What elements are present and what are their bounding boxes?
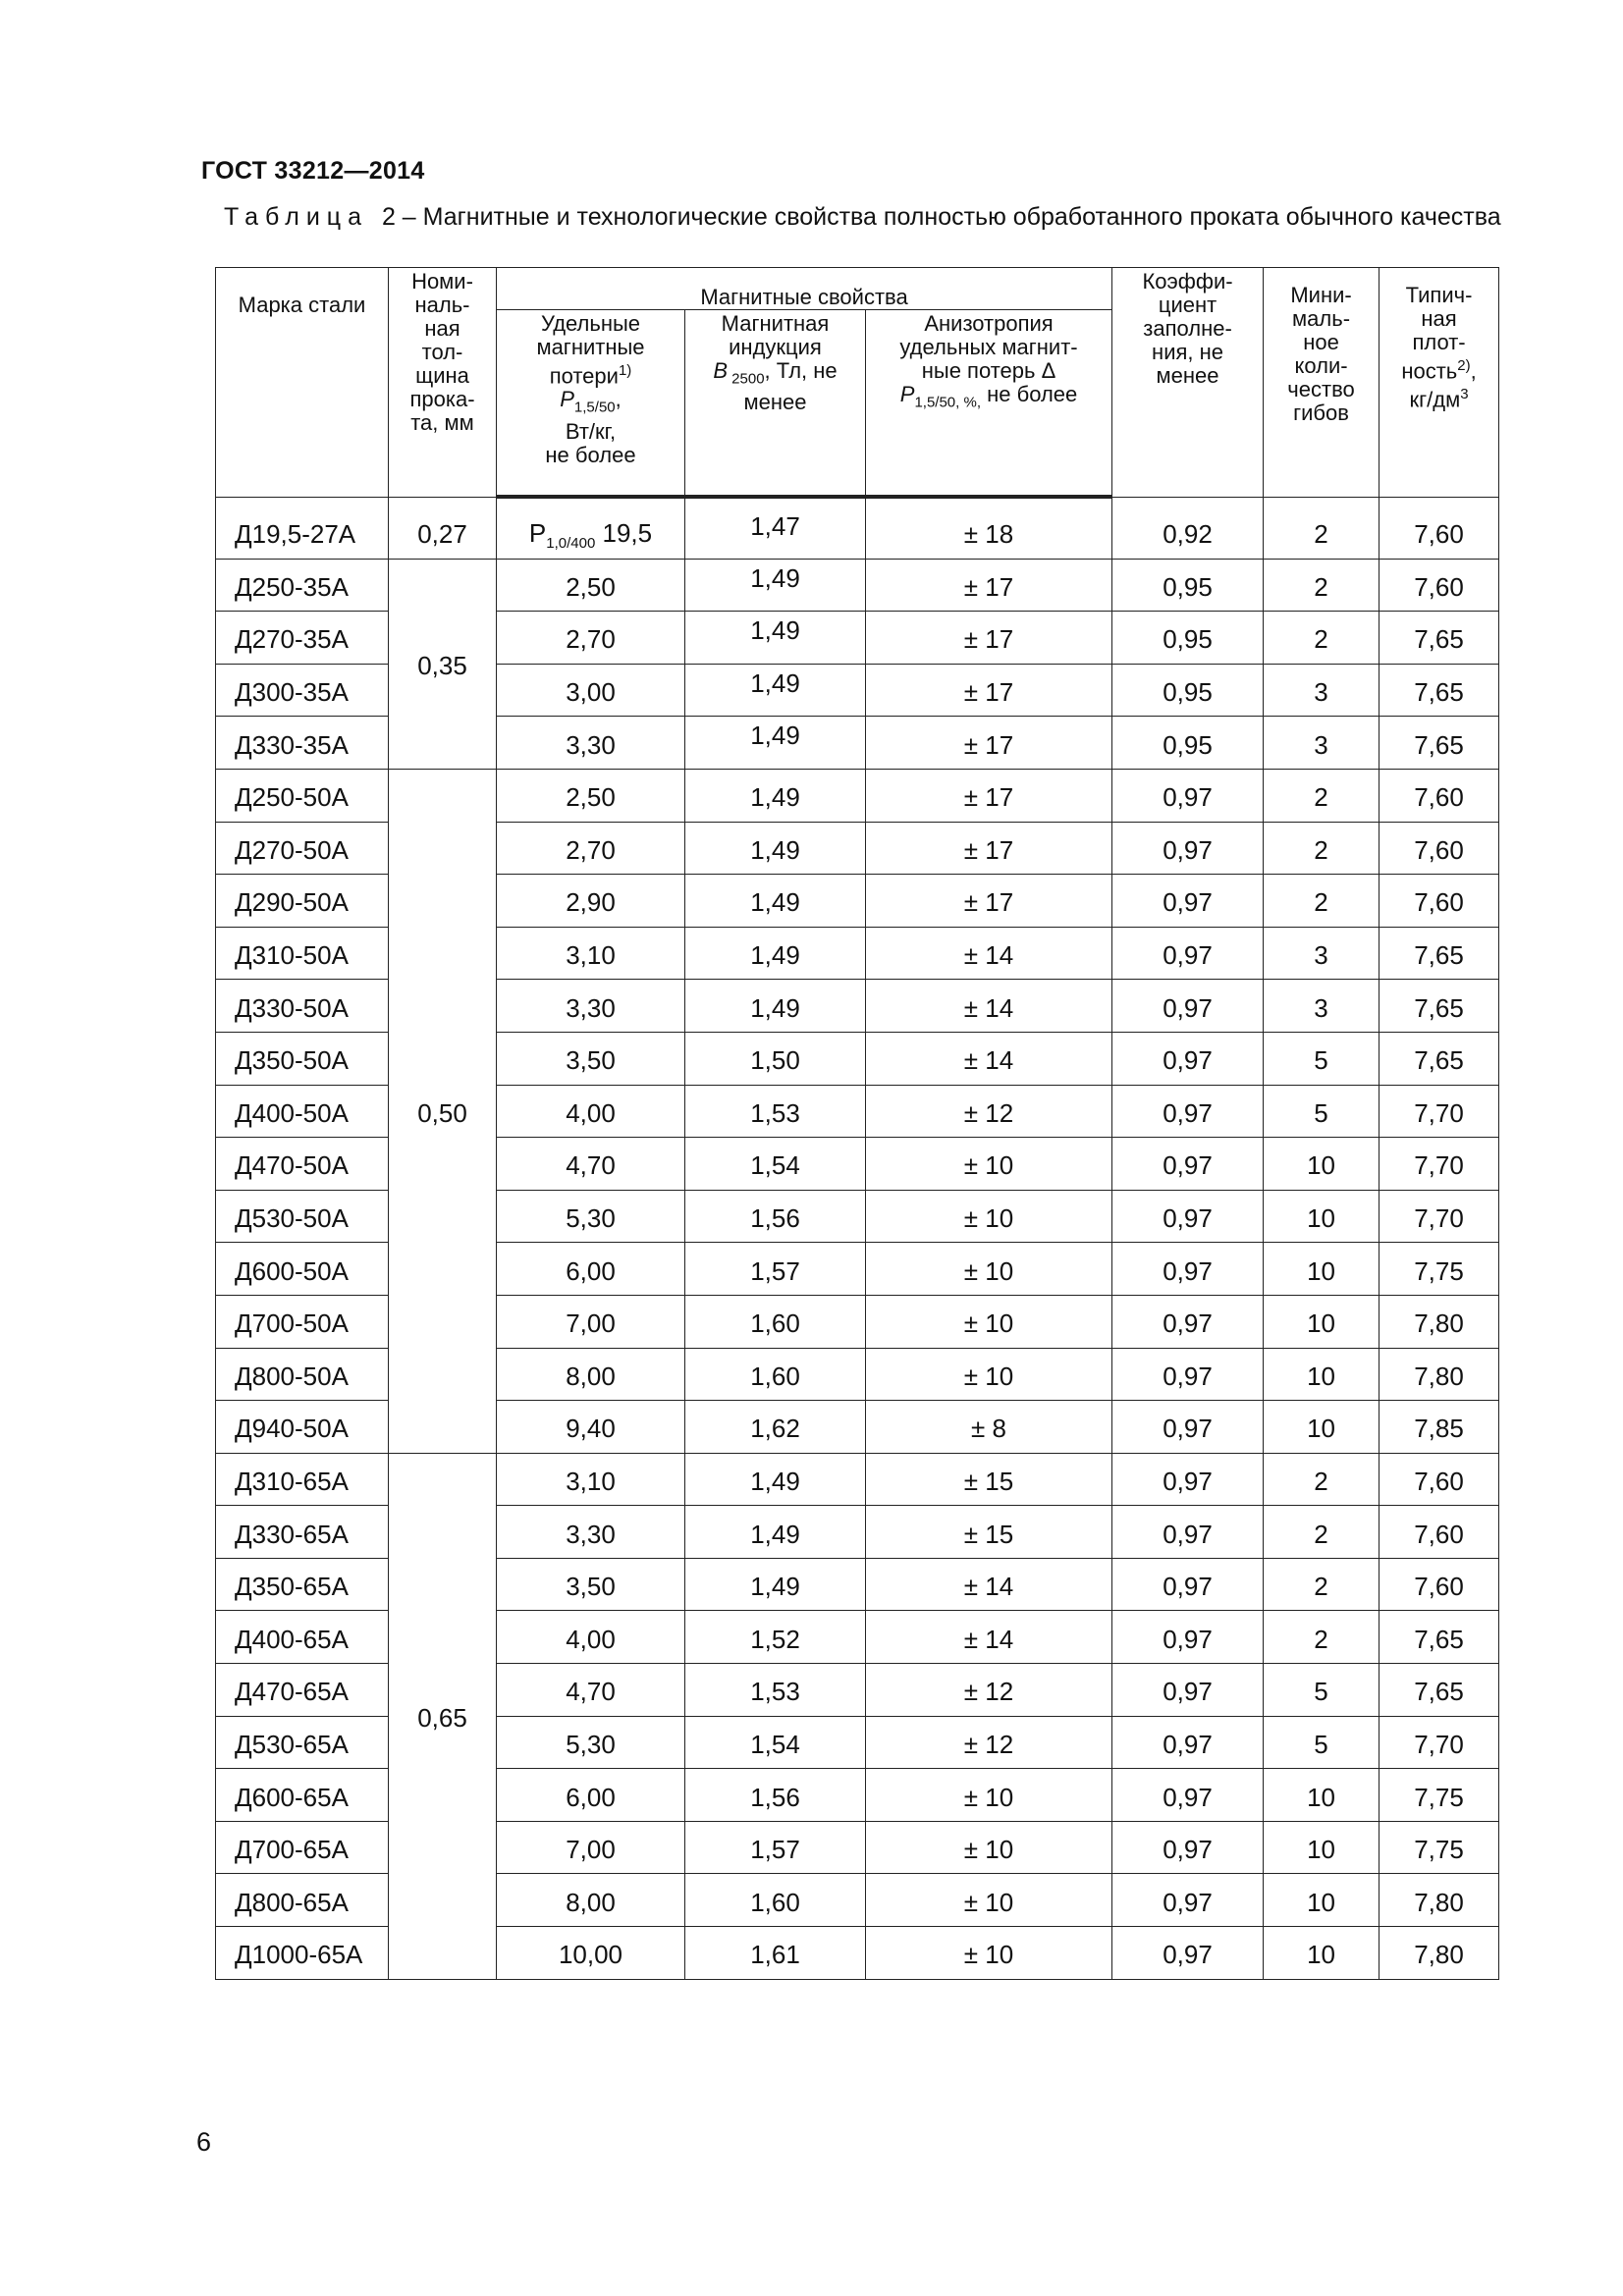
cell-induction: 1,49 [685,1558,866,1611]
cell-grade: Д800-50А [216,1348,389,1401]
cell-density: 7,75 [1380,1769,1499,1822]
cell-density: 7,60 [1380,769,1499,822]
cell-thickness: 0,27 [389,497,497,559]
cell-fill-factor: 0,95 [1112,717,1264,770]
cell-density: 7,60 [1380,1453,1499,1506]
cell-thickness: 0,65 [389,1453,497,1979]
cell-min-bends: 5 [1264,1085,1380,1138]
cell-induction: 1,49 [685,1506,866,1559]
cell-induction: 1,56 [685,1190,866,1243]
cell-grade: Д600-65А [216,1769,389,1822]
cell-anisotropy: ± 15 [866,1506,1112,1559]
cell-losses: 2,50 [497,769,685,822]
cell-grade: Д310-65А [216,1453,389,1506]
cell-anisotropy: ± 14 [866,1558,1112,1611]
cell-anisotropy: ± 8 [866,1401,1112,1454]
cell-induction: 1,49 [685,875,866,928]
cell-losses: 2,90 [497,875,685,928]
cell-anisotropy: ± 17 [866,875,1112,928]
cell-losses: 7,00 [497,1295,685,1348]
cell-density: 7,60 [1380,822,1499,875]
cell-losses: 3,30 [497,717,685,770]
cell-anisotropy: ± 18 [866,497,1112,559]
table-row [216,559,1499,612]
cell-fill-factor: 0,97 [1112,1190,1264,1243]
cell-losses: 5,30 [497,1716,685,1769]
cell-thickness: 0,35 [389,559,497,769]
cell-min-bends: 2 [1264,1558,1380,1611]
properties-table [215,267,1499,1980]
cell-density: 7,65 [1380,1611,1499,1664]
cell-min-bends: 3 [1264,664,1380,717]
header-fill-factor: Коэффи- циент заполне- ния, не менее [1112,268,1264,498]
cell-density: 7,60 [1380,559,1499,612]
cell-losses: 8,00 [497,1348,685,1401]
cell-grade: Д400-50А [216,1085,389,1138]
cell-induction: 1,49 [685,769,866,822]
cell-density: 7,60 [1380,875,1499,928]
cell-min-bends: 10 [1264,1348,1380,1401]
cell-fill-factor: 0,92 [1112,497,1264,559]
cell-anisotropy: ± 17 [866,717,1112,770]
cell-density: 7,70 [1380,1716,1499,1769]
cell-anisotropy: ± 15 [866,1453,1112,1506]
cell-grade: Д470-65А [216,1664,389,1717]
table-row [216,1453,1499,1506]
table-caption [224,202,1510,232]
cell-density: 7,60 [1380,1506,1499,1559]
cell-induction: 1,49 [685,980,866,1033]
cell-fill-factor: 0,97 [1112,875,1264,928]
cell-induction: 1,49 [685,1453,866,1506]
cell-grade: Д270-50А [216,822,389,875]
cell-losses: 4,70 [497,1664,685,1717]
cell-losses: 3,10 [497,927,685,980]
header-anisotropy: Анизотропия удельных магнит- ные потерь Δ $P_{1,5/50, \%,}$ не более [866,310,1112,498]
cell-min-bends: 2 [1264,1611,1380,1664]
cell-anisotropy: ± 10 [866,1190,1112,1243]
cell-density: 7,75 [1380,1821,1499,1874]
cell-losses: 3,30 [497,1506,685,1559]
cell-fill-factor: 0,97 [1112,1085,1264,1138]
cell-min-bends: 2 [1264,769,1380,822]
cell-losses: 4,00 [497,1611,685,1664]
cell-losses: 8,00 [497,1874,685,1927]
cell-losses: $P_{1,0/400}$ 19,5 [497,497,685,559]
cell-density: 7,70 [1380,1138,1499,1191]
cell-induction: 1,47 [685,497,866,559]
cell-losses: 2,50 [497,559,685,612]
cell-induction: 1,50 [685,1032,866,1085]
cell-fill-factor: 0,97 [1112,769,1264,822]
cell-density: 7,65 [1380,612,1499,665]
cell-losses: 10,00 [497,1927,685,1980]
cell-induction: 1,61 [685,1927,866,1980]
cell-min-bends: 10 [1264,1769,1380,1822]
cell-induction: 1,52 [685,1611,866,1664]
cell-anisotropy: ± 10 [866,1295,1112,1348]
cell-grade: Д270-35А [216,612,389,665]
cell-losses: 3,10 [497,1453,685,1506]
cell-min-bends: 3 [1264,927,1380,980]
cell-fill-factor: 0,97 [1112,1453,1264,1506]
cell-losses: 5,30 [497,1190,685,1243]
cell-min-bends: 3 [1264,980,1380,1033]
cell-fill-factor: 0,97 [1112,1243,1264,1296]
cell-density: 7,60 [1380,1558,1499,1611]
cell-fill-factor: 0,97 [1112,1558,1264,1611]
cell-induction: 1,62 [685,1401,866,1454]
cell-induction: 1,49 [685,664,866,717]
cell-fill-factor: 0,97 [1112,1401,1264,1454]
cell-density: 7,65 [1380,664,1499,717]
cell-anisotropy: ± 17 [866,664,1112,717]
cell-min-bends: 10 [1264,1401,1380,1454]
header-magnetic-group: Магнитные свойства [497,268,1112,310]
cell-density: 7,80 [1380,1348,1499,1401]
cell-anisotropy: ± 17 [866,612,1112,665]
cell-induction: 1,49 [685,927,866,980]
header-grade: Марка стали [216,268,389,498]
cell-fill-factor: 0,97 [1112,927,1264,980]
cell-anisotropy: ± 14 [866,1032,1112,1085]
cell-losses: 2,70 [497,612,685,665]
cell-anisotropy: ± 10 [866,1348,1112,1401]
header-specific-losses: Удельные магнитные потери$^{1)}$ $P_{1,5/50}$, Вт/кг, не более [497,310,685,498]
cell-fill-factor: 0,95 [1112,664,1264,717]
cell-anisotropy: ± 10 [866,1927,1112,1980]
cell-density: 7,80 [1380,1874,1499,1927]
table-row [216,769,1499,822]
doc-code: ГОСТ 33212—2014 [201,157,425,185]
cell-fill-factor: 0,97 [1112,1716,1264,1769]
cell-density: 7,80 [1380,1295,1499,1348]
cell-min-bends: 2 [1264,875,1380,928]
cell-min-bends: 5 [1264,1032,1380,1085]
cell-induction: 1,49 [685,612,866,665]
cell-fill-factor: 0,97 [1112,1611,1264,1664]
header-min-bends: Мини- маль- ное коли- чество гибов [1264,268,1380,498]
cell-fill-factor: 0,97 [1112,1138,1264,1191]
cell-min-bends: 5 [1264,1664,1380,1717]
cell-induction: 1,57 [685,1243,866,1296]
cell-induction: 1,57 [685,1821,866,1874]
cell-induction: 1,60 [685,1874,866,1927]
cell-fill-factor: 0,97 [1112,1821,1264,1874]
cell-losses: 3,30 [497,980,685,1033]
cell-fill-factor: 0,97 [1112,1927,1264,1980]
cell-losses: 3,50 [497,1558,685,1611]
cell-grade: Д310-50А [216,927,389,980]
cell-induction: 1,49 [685,822,866,875]
cell-fill-factor: 0,97 [1112,1506,1264,1559]
cell-density: 7,85 [1380,1401,1499,1454]
cell-grade: Д350-50А [216,1032,389,1085]
cell-fill-factor: 0,97 [1112,1295,1264,1348]
cell-anisotropy: ± 10 [866,1138,1112,1191]
header-density: Типич- ная плот- ность$^{2)}$, $кг/дм^3$ [1380,268,1499,498]
cell-fill-factor: 0,95 [1112,612,1264,665]
cell-grade: Д330-65А [216,1506,389,1559]
cell-min-bends: 2 [1264,497,1380,559]
cell-induction: 1,49 [685,559,866,612]
cell-anisotropy: ± 12 [866,1664,1112,1717]
cell-induction: 1,54 [685,1716,866,1769]
cell-density: 7,75 [1380,1243,1499,1296]
page-number: 6 [196,2127,212,2157]
cell-losses: 3,00 [497,664,685,717]
table-row [216,497,1499,559]
cell-losses: 6,00 [497,1769,685,1822]
cell-anisotropy: ± 10 [866,1821,1112,1874]
cell-grade: Д400-65А [216,1611,389,1664]
cell-fill-factor: 0,97 [1112,1874,1264,1927]
cell-fill-factor: 0,97 [1112,822,1264,875]
cell-min-bends: 10 [1264,1138,1380,1191]
cell-anisotropy: ± 12 [866,1716,1112,1769]
cell-grade: Д330-35А [216,717,389,770]
cell-grade: Д250-50А [216,769,389,822]
cell-anisotropy: ± 14 [866,1611,1112,1664]
cell-thickness: 0,50 [389,769,497,1453]
cell-grade: Д1000-65А [216,1927,389,1980]
cell-anisotropy: ± 14 [866,980,1112,1033]
header-thickness: Номи- наль- ная тол- щина прока- та, мм [389,268,497,498]
cell-min-bends: 10 [1264,1874,1380,1927]
cell-losses: 9,40 [497,1401,685,1454]
cell-min-bends: 2 [1264,612,1380,665]
cell-density: 7,65 [1380,1032,1499,1085]
cell-min-bends: 10 [1264,1295,1380,1348]
cell-grade: Д600-50А [216,1243,389,1296]
cell-losses: 2,70 [497,822,685,875]
cell-min-bends: 5 [1264,1716,1380,1769]
cell-anisotropy: ± 17 [866,822,1112,875]
cell-grade: Д19,5-27А [216,497,389,559]
caption-label: Таблица [224,203,369,231]
cell-fill-factor: 0,97 [1112,1769,1264,1822]
cell-losses: 6,00 [497,1243,685,1296]
cell-anisotropy: ± 14 [866,927,1112,980]
cell-induction: 1,56 [685,1769,866,1822]
cell-anisotropy: ± 17 [866,559,1112,612]
cell-grade: Д290-50А [216,875,389,928]
cell-min-bends: 10 [1264,1243,1380,1296]
cell-density: 7,65 [1380,980,1499,1033]
cell-anisotropy: ± 12 [866,1085,1112,1138]
cell-min-bends: 3 [1264,717,1380,770]
caption-text: 2 – Магнитные и технологические свойства полностью обработанного проката обычного качества [381,203,1501,231]
cell-density: 7,80 [1380,1927,1499,1980]
cell-anisotropy: ± 17 [866,769,1112,822]
cell-fill-factor: 0,97 [1112,980,1264,1033]
cell-induction: 1,60 [685,1348,866,1401]
cell-induction: 1,54 [685,1138,866,1191]
cell-fill-factor: 0,97 [1112,1348,1264,1401]
cell-grade: Д250-35А [216,559,389,612]
cell-min-bends: 2 [1264,1506,1380,1559]
cell-density: 7,70 [1380,1190,1499,1243]
cell-grade: Д940-50А [216,1401,389,1454]
cell-fill-factor: 0,97 [1112,1032,1264,1085]
cell-losses: 7,00 [497,1821,685,1874]
cell-induction: 1,53 [685,1664,866,1717]
cell-density: 7,65 [1380,1664,1499,1717]
cell-density: 7,65 [1380,717,1499,770]
cell-min-bends: 10 [1264,1190,1380,1243]
cell-grade: Д700-50А [216,1295,389,1348]
cell-induction: 1,60 [685,1295,866,1348]
cell-grade: Д470-50А [216,1138,389,1191]
cell-losses: 4,00 [497,1085,685,1138]
cell-induction: 1,49 [685,717,866,770]
cell-grade: Д300-35А [216,664,389,717]
cell-losses: 3,50 [497,1032,685,1085]
cell-grade: Д350-65А [216,1558,389,1611]
cell-grade: Д530-50А [216,1190,389,1243]
header-induction: Магнитная индукция B $_{2500}$, Тл, не менее [685,310,866,498]
cell-min-bends: 10 [1264,1821,1380,1874]
cell-density: 7,70 [1380,1085,1499,1138]
cell-density: 7,60 [1380,497,1499,559]
cell-min-bends: 10 [1264,1927,1380,1980]
cell-grade: Д330-50А [216,980,389,1033]
table-body [216,497,1499,1979]
cell-min-bends: 2 [1264,559,1380,612]
cell-fill-factor: 0,97 [1112,1664,1264,1717]
cell-anisotropy: ± 10 [866,1769,1112,1822]
cell-grade: Д800-65А [216,1874,389,1927]
cell-min-bends: 2 [1264,822,1380,875]
cell-induction: 1,53 [685,1085,866,1138]
cell-grade: Д530-65А [216,1716,389,1769]
cell-grade: Д700-65А [216,1821,389,1874]
cell-losses: 4,70 [497,1138,685,1191]
cell-min-bends: 2 [1264,1453,1380,1506]
cell-fill-factor: 0,95 [1112,559,1264,612]
cell-anisotropy: ± 10 [866,1874,1112,1927]
cell-density: 7,65 [1380,927,1499,980]
cell-anisotropy: ± 10 [866,1243,1112,1296]
